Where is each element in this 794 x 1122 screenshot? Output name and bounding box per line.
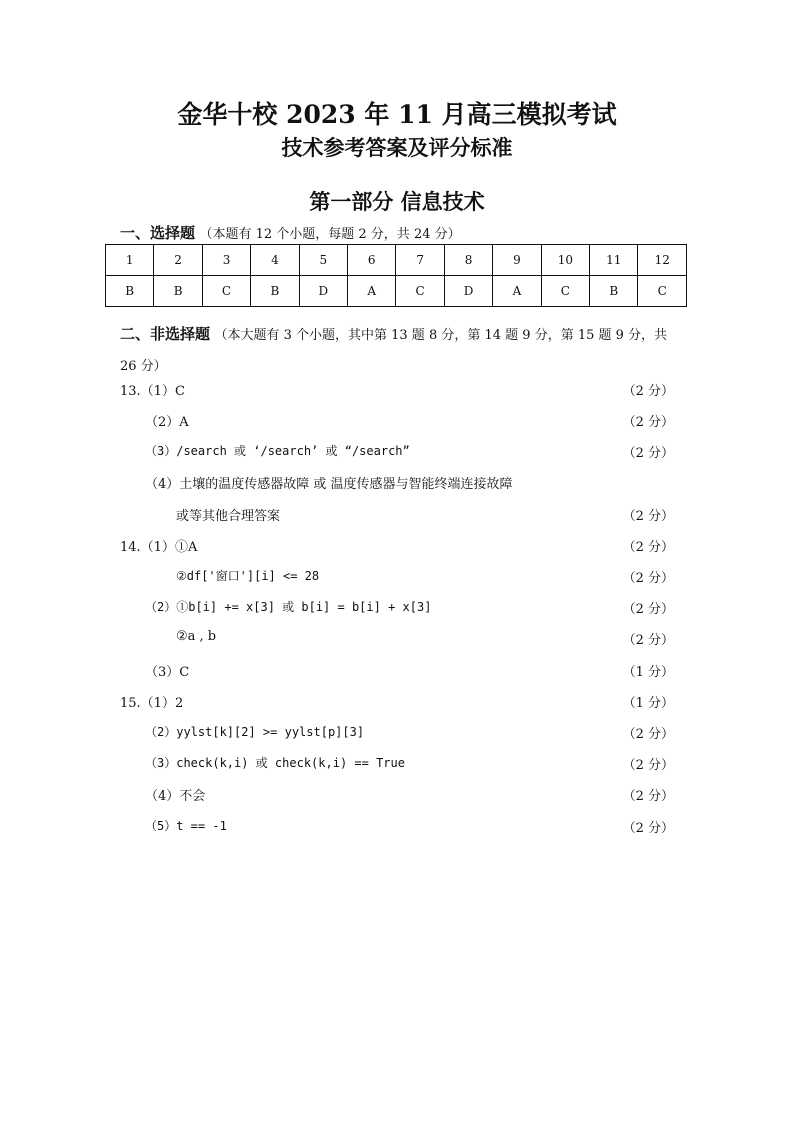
score-label: （2 分） [622,789,674,804]
answer-line [0,817,794,837]
answer-line [0,536,794,556]
answer-cell: C [396,276,444,307]
answer-line [0,473,794,493]
answer-text: （3）check(k,i) 或 check(k,i) == True [145,756,405,770]
answer-text: ②a , b [176,629,217,644]
answer-text: （2）A [145,415,189,430]
question-number: 7 [396,245,444,276]
answer-cell: B [106,276,154,307]
section-one-note: （本题有 12 个小题，每题 2 分，共 24 分） [199,227,461,242]
answer-text: （4）土壤的温度传感器故障 或 温度传感器与智能终端连接故障 [145,477,513,492]
answer-line [0,629,794,649]
answer-cell: C [202,276,250,307]
question-number-row [106,245,687,276]
answer-cell: A [348,276,396,307]
score-label: （2 分） [622,509,674,524]
answer-line [0,692,794,712]
section-two-label: 二、非选择题 [120,325,211,343]
answer-cell: D [444,276,492,307]
answer-cell: D [299,276,347,307]
question-number: 10 [541,245,589,276]
answer-text: （3）C [145,665,190,680]
section-one-heading [120,222,461,243]
question-number: 1 [106,245,154,276]
answer-cell: C [638,276,687,307]
score-label: （1 分） [622,696,674,711]
section-one-label: 一、选择题 [120,224,196,242]
choice-answer-table [105,244,687,307]
document-title: 金华十校 2023 年 11 月高三模拟考试 [177,100,617,129]
answer-line [0,442,794,462]
answer-text: （2）①b[i] += x[3] 或 b[i] = b[i] + x[3] [145,600,432,614]
answer-text: 13.（1）C [120,384,185,399]
score-label: （2 分） [622,727,674,742]
answer-text: （4）不会 [145,789,206,804]
score-label: （2 分） [622,384,674,399]
answer-cell: B [590,276,638,307]
question-number: 6 [348,245,396,276]
answer-line [0,754,794,774]
answer-line [0,567,794,587]
question-number: 2 [154,245,202,276]
answer-line [0,598,794,618]
document-subtitle: 技术参考答案及评分标准 [281,135,513,160]
section-two-note: （本大题有 3 个小题，其中第 13 题 8 分，第 14 题 9 分，第 15 题 9 分，共 26 分） [120,328,668,374]
question-number: 9 [493,245,541,276]
answer-cell: B [154,276,202,307]
score-label: （1 分） [622,665,674,680]
question-number: 3 [202,245,250,276]
answer-line [0,723,794,743]
answer-line [0,661,794,681]
answer-line [0,380,794,400]
answer-cell: B [251,276,299,307]
answer-text: 14.（1）①A [120,540,198,555]
score-label: （2 分） [622,571,674,586]
score-label: （2 分） [622,602,674,617]
answer-text: 或等其他合理答案 [176,509,281,524]
answer-line [0,505,794,525]
answer-text: 15.（1）2 [120,696,184,711]
answer-cell: A [493,276,541,307]
question-number: 4 [251,245,299,276]
section-two-heading [120,319,680,382]
part-one-title: 第一部分 信息技术 [309,189,485,214]
question-number: 12 [638,245,687,276]
answer-text: （3）/search 或 ‘/search’ 或 “/search” [145,444,410,458]
score-label: （2 分） [622,758,674,773]
score-label: （2 分） [622,633,674,648]
score-label: （2 分） [622,540,674,555]
question-number: 11 [590,245,638,276]
score-label: （2 分） [622,821,674,836]
score-label: （2 分） [622,446,674,461]
score-label: （2 分） [622,415,674,430]
answer-text: （5）t == -1 [145,819,227,833]
answer-cell: C [541,276,589,307]
question-number: 8 [444,245,492,276]
answer-line [0,411,794,431]
answer-line [0,785,794,805]
answer-text: （2）yylst[k][2] >= yylst[p][3] [145,725,365,739]
question-number: 5 [299,245,347,276]
answer-row [106,276,687,307]
answer-text: ②df['窗口'][i] <= 28 [176,569,320,583]
